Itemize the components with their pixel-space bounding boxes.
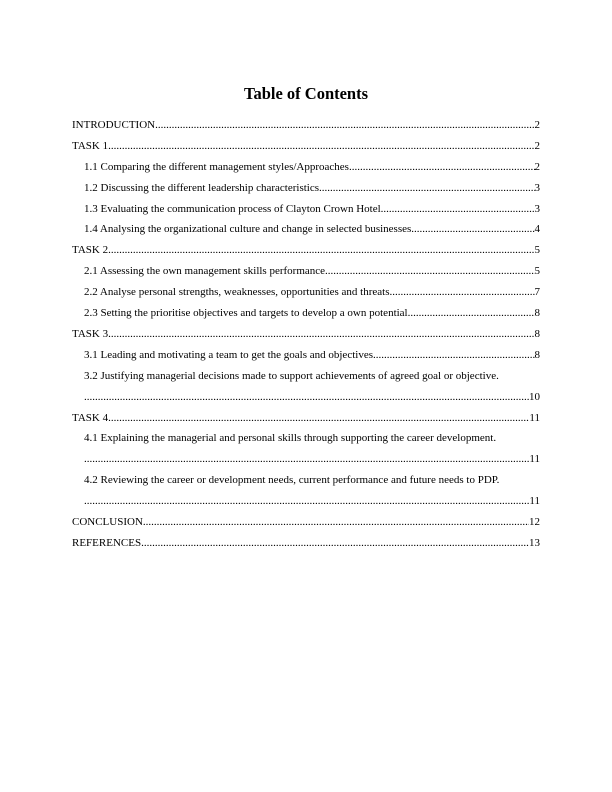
toc-page-number: 2 bbox=[534, 160, 540, 173]
toc-page-number: 7 bbox=[534, 286, 540, 299]
toc-entry-label: 2.1 Assessing the own management skills performance bbox=[84, 265, 326, 278]
toc-leader-dots bbox=[108, 240, 534, 261]
toc-leader-dots bbox=[390, 282, 535, 303]
toc-entry[interactable] bbox=[72, 261, 540, 282]
toc-entry-label: 1.2 Discussing the different leadership characteristics bbox=[84, 181, 319, 194]
toc-entry[interactable] bbox=[72, 366, 540, 408]
toc-leader-dots bbox=[84, 387, 529, 408]
toc-leader-dots bbox=[108, 136, 534, 157]
toc-entry-label: REFERENCES bbox=[72, 536, 142, 549]
toc-page-number: 11 bbox=[529, 411, 540, 424]
table-of-contents bbox=[72, 115, 540, 554]
toc-page-number: 3 bbox=[534, 202, 540, 215]
toc-page-number: 8 bbox=[534, 348, 540, 361]
toc-entry[interactable] bbox=[72, 199, 540, 220]
toc-entry[interactable] bbox=[72, 219, 540, 240]
toc-leader-dots bbox=[141, 533, 529, 554]
toc-leader-dots bbox=[352, 157, 535, 178]
toc-entry-label: INTRODUCTION bbox=[72, 119, 156, 131]
toc-page-number: 11 bbox=[529, 495, 540, 508]
toc-entry[interactable] bbox=[72, 178, 540, 199]
toc-entry-label: 1.4 Analysing the organizational culture and change in selected businesses. bbox=[84, 223, 415, 236]
toc-page-number: 10 bbox=[529, 390, 540, 403]
toc-entry-label: 4.2 Reviewing the career or development needs, current performance and future needs to PDP. bbox=[84, 474, 500, 487]
toc-page-number: 4 bbox=[534, 223, 540, 236]
toc-page-number: 5 bbox=[534, 244, 540, 257]
toc-entry-label: 2.2 Analyse personal strengths, weaknesses, opportunities and threats bbox=[84, 286, 390, 299]
toc-entry[interactable] bbox=[72, 240, 540, 261]
toc-entry-label: TASK 1 bbox=[72, 139, 109, 152]
toc-leader-dots bbox=[319, 178, 535, 199]
toc-leader-dots bbox=[373, 345, 535, 366]
toc-page-number: 5 bbox=[534, 265, 540, 278]
toc-entry[interactable] bbox=[72, 512, 540, 533]
toc-leader-dots bbox=[143, 512, 529, 533]
toc-entry[interactable] bbox=[72, 303, 540, 324]
toc-leader-dots bbox=[381, 199, 535, 220]
toc-entry-label: 2.3 Setting the prioritise objectives and targets to develop a own potential. bbox=[84, 307, 411, 320]
toc-entry[interactable] bbox=[72, 136, 540, 157]
toc-entry[interactable] bbox=[72, 324, 540, 345]
toc-page-number: 13 bbox=[529, 536, 540, 549]
toc-leader-dots bbox=[108, 408, 529, 429]
toc-entry-label: TASK 4 bbox=[72, 411, 109, 424]
toc-leader-dots bbox=[414, 219, 534, 240]
toc-entry-label: TASK 3 bbox=[72, 327, 109, 340]
toc-leader-dots bbox=[325, 261, 534, 282]
toc-page-number: 3 bbox=[534, 181, 540, 194]
toc-entry[interactable] bbox=[72, 345, 540, 366]
toc-entry[interactable] bbox=[72, 428, 540, 470]
toc-page-number: 12 bbox=[529, 516, 540, 529]
toc-leader-dots bbox=[108, 324, 534, 345]
toc-entry-label: 4.1 Explaining the managerial and personal skills through supporting the career development. bbox=[84, 432, 497, 445]
toc-entry[interactable] bbox=[72, 470, 540, 512]
toc-entry[interactable] bbox=[72, 115, 540, 136]
toc-entry-label: CONCLUSION bbox=[72, 516, 143, 529]
toc-leader-dots bbox=[84, 491, 529, 512]
toc-page-number: 8 bbox=[534, 327, 540, 340]
toc-entry[interactable] bbox=[72, 533, 540, 554]
toc-entry[interactable] bbox=[72, 408, 540, 429]
toc-entry-label: 1.3 Evaluating the communication process of Clayton Crown Hotel bbox=[84, 202, 381, 215]
toc-entry-label: 3.2 Justifying managerial decisions made to support achievements of agreed goal or objective. bbox=[84, 369, 499, 382]
toc-entry-label: 1.1 Comparing the different management styles/Approaches. bbox=[84, 160, 352, 173]
toc-page-number: 2 bbox=[534, 139, 540, 152]
toc-title: Table of Contents bbox=[243, 84, 369, 103]
toc-entry[interactable] bbox=[72, 282, 540, 303]
toc-entry[interactable] bbox=[72, 157, 540, 178]
toc-page-number: 11 bbox=[529, 453, 540, 466]
toc-entry-label: TASK 2 bbox=[72, 244, 109, 257]
toc-entry-label: 3.1 Leading and motivating a team to get the goals and objectives bbox=[84, 348, 373, 361]
toc-page-number: 2 bbox=[534, 119, 540, 131]
toc-leader-dots bbox=[410, 303, 534, 324]
toc-leader-dots bbox=[84, 449, 529, 470]
toc-page-number: 8 bbox=[534, 307, 540, 320]
toc-leader-dots bbox=[155, 115, 534, 136]
